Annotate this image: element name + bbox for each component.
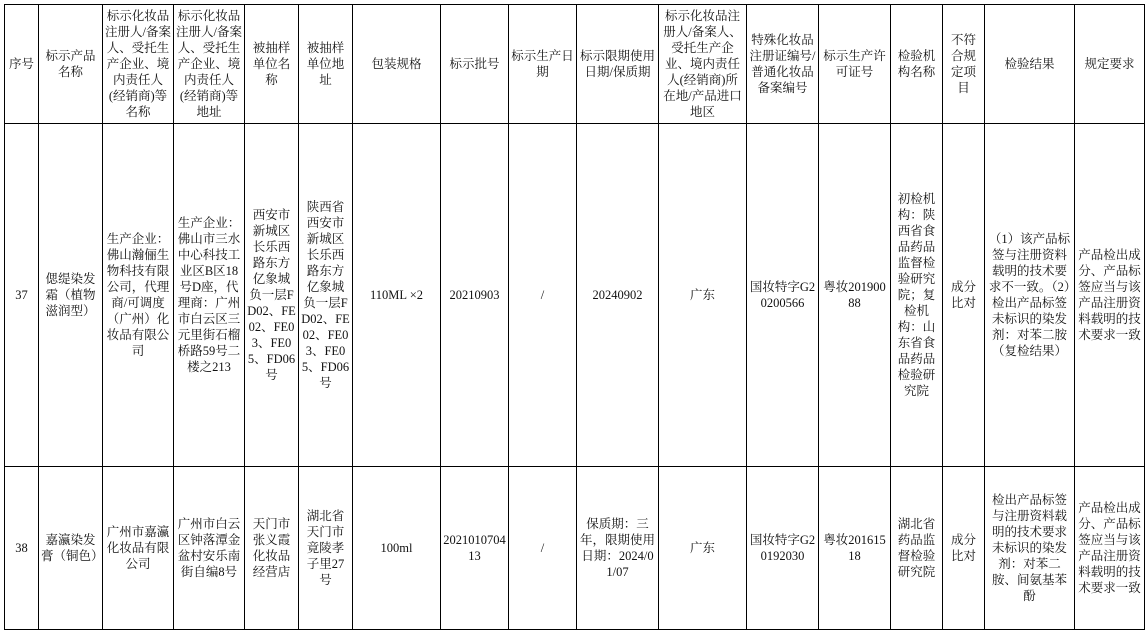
col-header-inspection-result: 检验结果: [985, 5, 1075, 124]
cell-index: 37: [5, 124, 39, 467]
cell-sampled-unit-name: 西安市新城区长乐西路东方亿象城负一层FD02、FE02、FE03、FE05、FD06号: [245, 124, 299, 467]
col-header-sampled-unit-address: 被抽样单位地址: [299, 5, 353, 124]
cell-inspection-result: 检出产品标签与注册资料载明的技术要求未标识的染发剂：对苯二胺、间氨基苯酚: [985, 467, 1075, 630]
col-header-requirement: 规定要求: [1075, 5, 1145, 124]
cell-expiry-date: 保质期：三年，限期使用日期：2024/01/07: [577, 467, 659, 630]
cell-package-spec: 110ML ×2: [353, 124, 441, 467]
table-body: [5, 124, 1145, 630]
table-header-row: [5, 5, 1145, 124]
col-header-package-spec: 包装规格: [353, 5, 441, 124]
col-header-location: 标示化妆品注册人/备案人、受托生产企业、境内责任人(经销商)所在地/产品进口地区: [659, 5, 747, 124]
cell-nonconforming-item: 成分比对: [943, 124, 985, 467]
cell-product-name: 偲缇染发霜（植物滋润型）: [39, 124, 103, 467]
cell-production-date: /: [509, 467, 577, 630]
cell-sampled-unit-address: 湖北省天门市竟陵孝子里27号: [299, 467, 353, 630]
cell-product-name: 嘉瀛染发膏（铜色）: [39, 467, 103, 630]
cell-production-license: 粤妆20161518: [819, 467, 891, 630]
cell-sampled-unit-address: 陕西省西安市新城区长乐西路东方亿象城负一层FD02、FE02、FE03、FE05、FD06号: [299, 124, 353, 467]
cell-index: 38: [5, 467, 39, 630]
cell-registration-number: 国妆特字G20200566: [747, 124, 819, 467]
cell-requirement: 产品检出成分、产品标签应当与该产品注册资料载明的技术要求一致: [1075, 124, 1145, 467]
cell-sampled-unit-name: 天门市张义霞化妆品经营店: [245, 467, 299, 630]
cell-inspection-agency: 初检机构：陕西省食品药品监督检验研究院；复检机构：山东省食品药品检验研究院: [891, 124, 943, 467]
cell-registrant-address: 广州市白云区钟落潭金盆村安乐南街自编8号: [174, 467, 245, 630]
col-header-sampled-unit-name: 被抽样单位名称: [245, 5, 299, 124]
col-header-production-date: 标示生产日期: [509, 5, 577, 124]
col-header-batch-number: 标示批号: [441, 5, 509, 124]
cell-location: 广东: [659, 124, 747, 467]
cell-registrant-address: 生产企业：佛山市三水中心科技工业区B区18号D座，代理商：广州市白云区三元里街石榴桥路59号二楼之213: [174, 124, 245, 467]
cell-inspection-agency: 湖北省药品监督检验研究院: [891, 467, 943, 630]
col-header-index: 序号: [5, 5, 39, 124]
col-header-registration-number: 特殊化妆品注册证编号/普通化妆品备案编号: [747, 5, 819, 124]
cell-nonconforming-item: 成分比对: [943, 467, 985, 630]
cell-package-spec: 100ml: [353, 467, 441, 630]
cell-registrant-name: 生产企业：佛山瀚俪生物科技有限公司，代理商/可调度（广州）化妆品有限公司: [103, 124, 174, 467]
cell-production-license: 粤妆20190088: [819, 124, 891, 467]
cell-registrant-name: 广州市嘉瀛化妆品有限公司: [103, 467, 174, 630]
cell-inspection-result: （1）该产品标签与注册资料载明的技术要求不一致。（2）检出产品标签未标识的染发剂：对苯二胺（复检结果）: [985, 124, 1075, 467]
table-row: [5, 124, 1145, 467]
col-header-product-name: 标示产品名称: [39, 5, 103, 124]
col-header-nonconforming-item: 不符合规定项目: [943, 5, 985, 124]
cell-requirement: 产品检出成分、产品标签应当与该产品注册资料载明的技术要求一致: [1075, 467, 1145, 630]
col-header-expiry-date: 标示限期使用日期/保质期: [577, 5, 659, 124]
inspection-table: [4, 4, 1145, 630]
col-header-production-license: 标示生产许可证号: [819, 5, 891, 124]
col-header-inspection-agency: 检验机构名称: [891, 5, 943, 124]
table-header: [5, 5, 1145, 124]
col-header-registrant-address: 标示化妆品注册人/备案人、受托生产企业、境内责任人(经销商)等地址: [174, 5, 245, 124]
cell-registration-number: 国妆特字G20192030: [747, 467, 819, 630]
cell-expiry-date: 20240902: [577, 124, 659, 467]
col-header-registrant-name: 标示化妆品注册人/备案人、受托生产企业、境内责任人(经销商)等名称: [103, 5, 174, 124]
cell-batch-number: 202101070413: [441, 467, 509, 630]
cell-production-date: /: [509, 124, 577, 467]
cell-batch-number: 20210903: [441, 124, 509, 467]
cell-location: 广东: [659, 467, 747, 630]
table-row: [5, 467, 1145, 630]
